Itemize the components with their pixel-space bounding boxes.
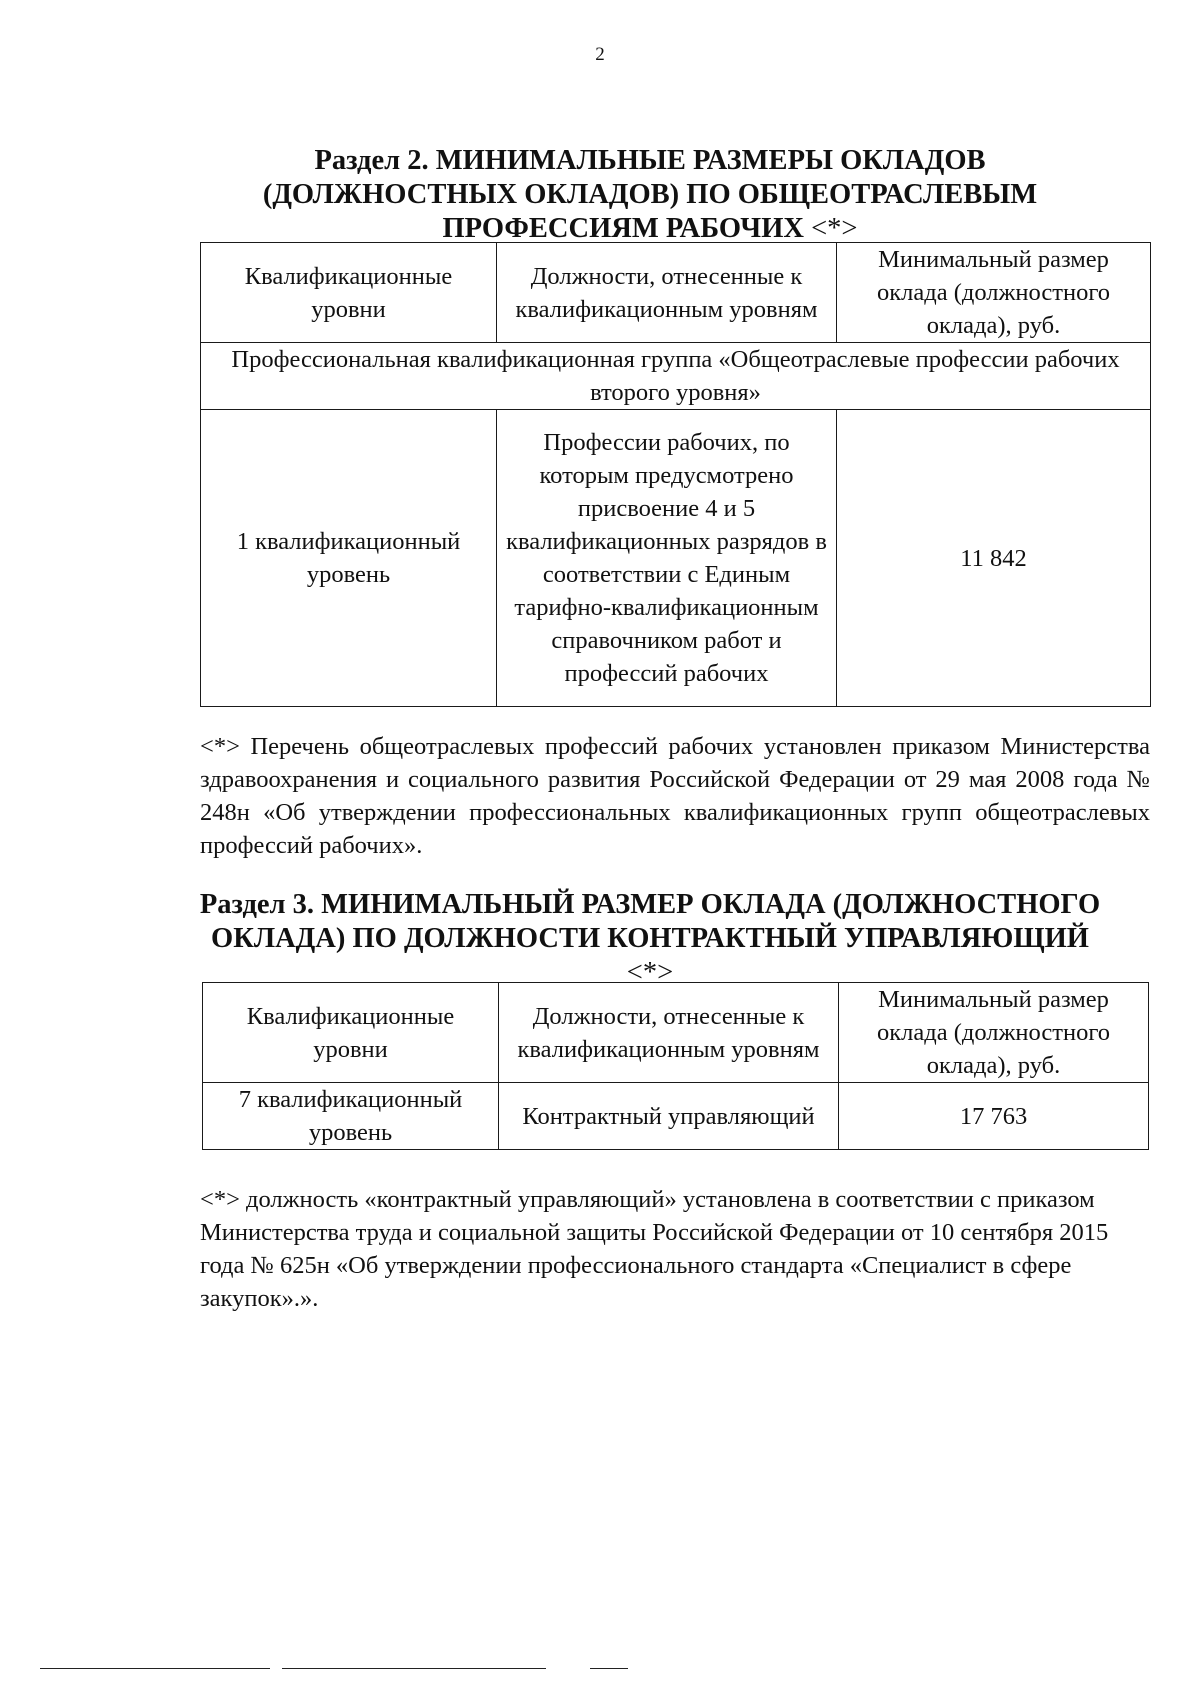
page-number: 2 <box>595 44 605 65</box>
cell-qualification-level: 1 квалификационный уровень <box>201 410 497 707</box>
table-header-row <box>201 243 1151 343</box>
header-positions: Должности, отнесенные к квалификационным уровням <box>497 243 837 343</box>
section-2-title <box>190 144 1110 246</box>
table-group-row <box>201 343 1151 410</box>
section-3-table <box>202 982 1149 1150</box>
table-header-row <box>203 983 1149 1083</box>
cell-qualification-level: 7 квалификационный уровень <box>203 1083 499 1150</box>
section-3-footnote-marker: <*> <box>626 957 674 988</box>
cell-positions: Контрактный управляющий <box>499 1083 839 1150</box>
section-2-title-text: Раздел 2. МИНИМАЛЬНЫЕ РАЗМЕРЫ ОКЛАДОВ (ДОЛЖНОСТНЫХ ОКЛАДОВ) ПО ОБЩЕОТРАСЛЕВЫМ ПРОФЕССИЯМ РАБОЧИХ <box>262 145 1038 244</box>
section-2-footnote-marker: <*> <box>811 213 858 244</box>
professional-group-title: Профессиональная квалификационная группа «Общеотраслевые профессии рабочих второго уровня» <box>201 343 1151 410</box>
header-min-salary: Минимальный размер оклада (должностного оклада), руб. <box>839 983 1149 1083</box>
table-row <box>203 1083 1149 1150</box>
header-min-salary: Минимальный размер оклада (должностного оклада), руб. <box>837 243 1151 343</box>
header-qualification-levels: Квалификационные уровни <box>203 983 499 1083</box>
section-3-title <box>190 888 1110 990</box>
cell-salary: 17 763 <box>839 1083 1149 1150</box>
footer-rule-right <box>590 1668 628 1669</box>
section-3-footnote: <*> должность «контрактный управляющий» установлена в соответствии с приказом Министерства труда и социальной защиты Российской Федерации от 10 сентября 2015 года № 625н «Об утверждении профессионального стандарта «Специалист в сфере закупок».». <box>200 1186 1109 1312</box>
footer-rule-center <box>282 1668 546 1669</box>
section-2-footnote: <*> Перечень общеотраслевых профессий рабочих установлен приказом Министерства здравоохранения и социального развития Российской Федерации от 29 мая 2008 года № 248н «Об утверждении профессиональных квалификационных групп общеотраслевых профессий рабочих». <box>200 733 1150 859</box>
cell-salary: 11 842 <box>837 410 1151 707</box>
header-positions: Должности, отнесенные к квалификационным уровням <box>499 983 839 1083</box>
cell-positions: Профессии рабочих, по которым предусмотрено присвоение 4 и 5 квалификационных разрядов в соответствии с Единым тарифно-квалификационным справочником работ и профессий рабочих <box>497 410 837 707</box>
header-qualification-levels: Квалификационные уровни <box>201 243 497 343</box>
footer-rule-left <box>40 1668 270 1669</box>
table-row <box>201 410 1151 707</box>
section-3-title-text: Раздел 3. МИНИМАЛЬНЫЙ РАЗМЕР ОКЛАДА (ДОЛЖНОСТНОГО ОКЛАДА) ПО ДОЛЖНОСТИ КОНТРАКТНЫЙ УПРАВЛЯЮЩИЙ <box>199 889 1101 954</box>
section-2-table <box>200 242 1151 707</box>
